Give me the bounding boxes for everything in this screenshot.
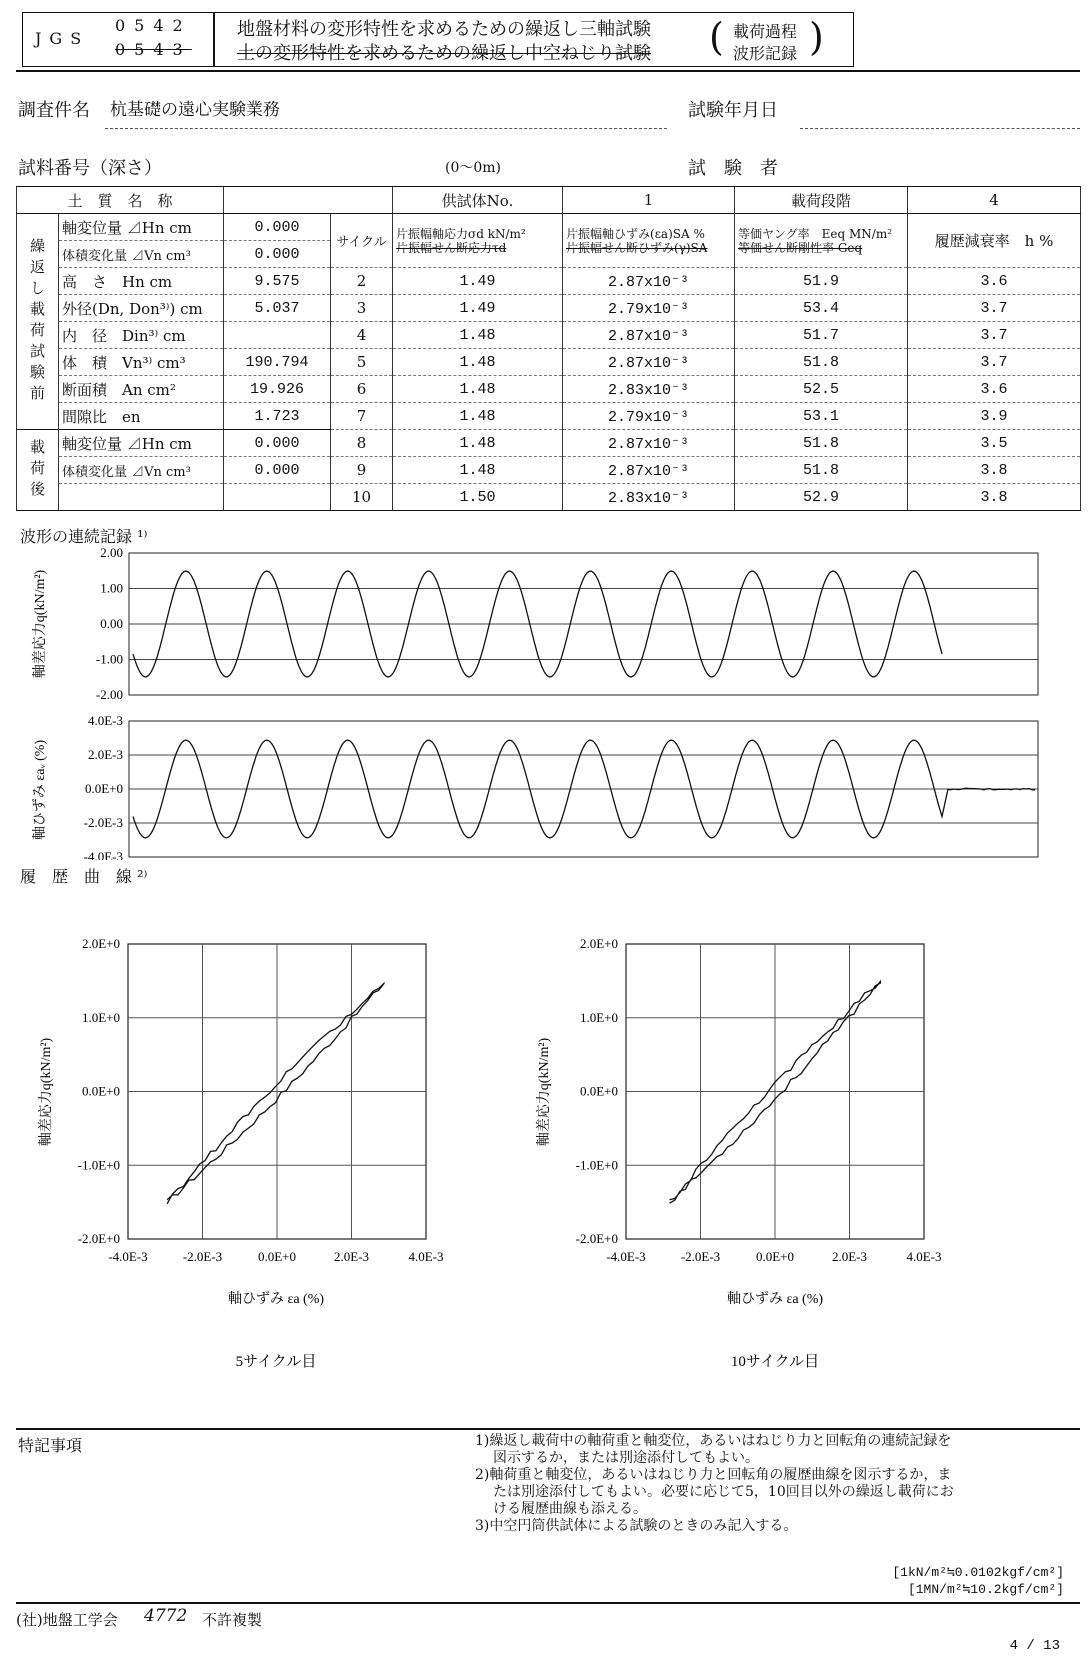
prop-value[interactable]: 0.000 — [224, 430, 331, 457]
stage-value[interactable]: 4 — [908, 187, 1081, 214]
specimen-value[interactable]: 1 — [563, 187, 735, 214]
footer-number: 4772 — [144, 1606, 188, 1626]
y-tick-label: 2.00 — [100, 545, 123, 560]
hysteresis-title: 履 歴 曲 線 ²⁾ — [20, 867, 148, 886]
title-box — [214, 12, 854, 67]
prop-label: 内 径 Din³⁾ cm — [59, 322, 224, 349]
E-cell[interactable]: 52.9 — [735, 484, 908, 511]
paren-open: ( — [709, 15, 724, 59]
unit-conversion-1: [1kN/m²≒0.0102kgf/cm²] — [892, 1565, 1064, 1580]
h-cell[interactable]: 3.6 — [908, 268, 1081, 295]
remarks-label: 特記事項 — [18, 1436, 83, 1455]
depth-value[interactable]: (0〜0m) — [445, 160, 502, 176]
page-number: 4 / 13 — [1009, 1638, 1060, 1654]
prop-value[interactable]: 190.794 — [224, 349, 331, 376]
table-row — [17, 484, 1081, 511]
prop-value[interactable]: 5.037 — [224, 295, 331, 322]
x-tick-label: 0.0E+0 — [257, 1249, 297, 1264]
footer-society: (社)地盤工学会 — [16, 1611, 118, 1629]
strain-cell[interactable]: 2.83x10⁻³ — [563, 376, 735, 403]
hys5-xlabel: 軸ひずみ εa (%) — [227, 1292, 325, 1307]
title-active: 地盤材料の変形特性を求めるための繰返し三軸試験 — [237, 19, 651, 40]
subtitle-line1: 載荷過程 — [733, 22, 798, 41]
y-tick-label: -2.0E+0 — [77, 1231, 120, 1246]
h-cell[interactable]: 3.7 — [908, 322, 1081, 349]
y-tick-label: -2.00 — [95, 687, 123, 702]
note-1b: 図示するか，または別途添付してもよい。 — [493, 1450, 759, 1466]
sigma-header-text: 片振幅軸応力σd kN/m² — [396, 226, 526, 241]
strain-header-struck: 片振幅せん断ひずみ(γ)SA — [566, 240, 708, 255]
sigma-cell[interactable]: 1.48 — [393, 457, 563, 484]
strain-header — [563, 214, 735, 268]
y-tick-label: 1.00 — [100, 580, 123, 596]
header-rule — [16, 70, 1080, 72]
strain-cell[interactable]: 2.79x10⁻³ — [563, 295, 735, 322]
notes-rule — [16, 1428, 1080, 1430]
paren-close: ) — [809, 15, 824, 59]
strain-cell[interactable]: 2.87x10⁻³ — [563, 268, 735, 295]
group-after-label: 載荷後 — [17, 430, 59, 511]
E-cell[interactable]: 51.9 — [735, 268, 908, 295]
waveform-charts — [16, 538, 1080, 860]
note-2b: たは別途添付してもよい。必要に応じて5，10回目以外の繰返し載荷にお — [493, 1484, 954, 1500]
hys10-gridlines — [626, 944, 924, 1239]
survey-value[interactable]: 杭基礎の遠心実験業務 — [110, 100, 280, 120]
strain-ylabel: 軸ひずみ εaᵥ (%) — [33, 739, 48, 841]
E-header-struck: 等価せん断剛性率 Geq — [738, 240, 863, 255]
subtitle-line2: 波形記録 — [733, 44, 798, 63]
E-cell[interactable]: 51.7 — [735, 322, 908, 349]
stress-tick-labels — [96, 545, 123, 702]
prop-value[interactable]: 19.926 — [224, 376, 331, 403]
table-row — [17, 295, 1081, 322]
prop-value[interactable]: 9.575 — [224, 268, 331, 295]
note-1a: 1)繰返し載荷中の軸荷重と軸変位，あるいはねじり力と回転角の連続記録を — [475, 1433, 952, 1449]
y-tick-label: -1.00 — [95, 651, 123, 667]
jgs-label: JGS — [35, 29, 90, 48]
prop-label: 間隙比 en — [59, 403, 224, 430]
h-cell[interactable]: 3.8 — [908, 484, 1081, 511]
table-row — [17, 322, 1081, 349]
code-struck: 0543 — [115, 40, 192, 59]
prop-value[interactable] — [224, 322, 331, 349]
y-tick-label: 0.0E+0 — [579, 1083, 618, 1099]
prop-value[interactable]: 0.000 — [224, 457, 331, 484]
note-2a: 2)軸荷重と軸変位，あるいはねじり力と回転角の履歴曲線を図示するか，ま — [475, 1467, 952, 1483]
y-tick-label: 2.0E+0 — [81, 936, 120, 951]
waveform-title: 波形の連続記録 ¹⁾ — [20, 527, 148, 546]
note-2c: ける履歴曲線も添える。 — [493, 1501, 647, 1517]
hys10-tick-labels — [576, 936, 942, 1264]
soil-name-value[interactable] — [224, 187, 393, 214]
stress-waveform-chart — [31, 545, 1038, 702]
survey-label: 調査件名 — [18, 100, 90, 121]
cycle-cell: 7 — [331, 403, 393, 430]
strain-cell[interactable]: 2.87x10⁻³ — [563, 457, 735, 484]
standard-code-box — [22, 12, 214, 67]
E-cell[interactable]: 51.8 — [735, 430, 908, 457]
strain-tick-labels — [84, 713, 123, 860]
sigma-cell[interactable]: 1.48 — [393, 349, 563, 376]
prop-label: 外径(Dn, Don³⁾) cm — [59, 295, 224, 322]
prop-label: 断面積 An cm² — [59, 376, 224, 403]
E-cell[interactable]: 52.5 — [735, 376, 908, 403]
hys10-xlabel: 軸ひずみ εa (%) — [726, 1292, 824, 1307]
h-cell[interactable]: 3.9 — [908, 403, 1081, 430]
x-tick-label: -2.0E-3 — [680, 1249, 721, 1264]
y-tick-label: -1.0E+0 — [575, 1157, 618, 1173]
cycle-cell: 4 — [331, 322, 393, 349]
table-row — [17, 457, 1081, 484]
sigma-cell[interactable]: 1.49 — [393, 295, 563, 322]
cycle-cell: 9 — [331, 457, 393, 484]
table-row — [17, 268, 1081, 295]
prop-label: 体積変化量 ⊿Vn cm³ — [59, 457, 224, 484]
y-tick-label: -1.0E+0 — [77, 1157, 120, 1173]
strain-cell[interactable]: 2.87x10⁻³ — [563, 322, 735, 349]
prop-value[interactable] — [224, 484, 331, 511]
group-before-label: 繰返し載荷試験前 — [17, 214, 59, 430]
cycle-cell: 10 — [331, 484, 393, 511]
form-header — [22, 12, 1080, 70]
note-3: 3)中空円筒供試体による試験のときのみ記入する。 — [475, 1518, 798, 1534]
tester-label: 試 験 者 — [688, 158, 778, 179]
cycle-cell: 8 — [331, 430, 393, 457]
h-header: 履歴減衰率 h % — [908, 214, 1081, 268]
stress-gridlines — [129, 589, 1038, 660]
y-tick-label: -2.0E-3 — [83, 815, 123, 830]
sigma-header-struck: 片振幅せん断応力τd — [396, 240, 507, 255]
h-cell[interactable]: 3.7 — [908, 349, 1081, 376]
E-cell[interactable]: 51.8 — [735, 349, 908, 376]
x-tick-label: 2.0E-3 — [831, 1249, 868, 1264]
hysteresis-chart-5 — [37, 936, 444, 1370]
cycle-header: サイクル — [331, 214, 393, 268]
code-active: 0542 — [115, 16, 192, 35]
strain-header-text: 片振幅軸ひずみ(εa)SA % — [566, 226, 705, 241]
test-date-label: 試験年月日 — [688, 100, 778, 121]
table-row — [17, 376, 1081, 403]
E-header-text: 等価ヤング率 Eeq MN/m² — [738, 226, 893, 241]
footer-rule — [16, 1602, 1080, 1604]
prop-label: 体 積 Vn³⁾ cm³ — [59, 349, 224, 376]
x-tick-label: 4.0E-3 — [408, 1249, 444, 1264]
hys5-title: 5サイクル目 — [235, 1354, 317, 1370]
prop-value[interactable]: 0.000 — [224, 214, 331, 241]
table-row — [17, 430, 1081, 457]
h-cell[interactable]: 3.6 — [908, 376, 1081, 403]
title-struck: 土の変形特性を求めるための繰返し中空ねじり試験 — [237, 43, 651, 64]
y-tick-label: 0.00 — [100, 616, 123, 631]
table-row — [17, 214, 1081, 241]
prop-label: 高 さ Hn cm — [59, 268, 224, 295]
E-cell[interactable]: 53.4 — [735, 295, 908, 322]
y-tick-label: -4.0E-3 — [83, 849, 123, 860]
sigma-cell[interactable]: 1.48 — [393, 376, 563, 403]
stress-ylabel: 軸差応力q(kN/m²) — [33, 569, 48, 679]
prop-label: 体積変化量 ⊿Vn cm³ — [59, 241, 224, 268]
footnotes — [475, 1433, 954, 1535]
cycle-cell: 6 — [331, 376, 393, 403]
sigma-cell[interactable]: 1.50 — [393, 484, 563, 511]
x-tick-label: -4.0E-3 — [606, 1249, 646, 1264]
y-tick-label: 0.0E+0 — [84, 781, 123, 796]
strain-gridlines — [129, 755, 1038, 823]
hysteresis-chart-10 — [535, 936, 942, 1370]
sigma-cell[interactable]: 1.49 — [393, 268, 563, 295]
sigma-cell[interactable]: 1.48 — [393, 322, 563, 349]
x-tick-label: -2.0E-3 — [182, 1249, 223, 1264]
table-top-rule — [16, 186, 1080, 187]
sigma-cell[interactable]: 1.48 — [393, 403, 563, 430]
E-cell[interactable]: 53.1 — [735, 403, 908, 430]
strain-cell[interactable]: 2.87x10⁻³ — [563, 430, 735, 457]
test-table — [16, 186, 1081, 511]
hysteresis-charts — [16, 920, 1080, 1370]
sigma-cell[interactable]: 1.48 — [393, 430, 563, 457]
stage-label: 載荷段階 — [735, 187, 908, 214]
prop-label — [59, 484, 224, 511]
hys10-title: 10サイクル目 — [730, 1354, 820, 1370]
sample-label: 試料番号（深さ） — [18, 158, 162, 179]
table-row — [17, 349, 1081, 376]
prop-value[interactable]: 1.723 — [224, 403, 331, 430]
footer-copy: 不許複製 — [202, 1611, 263, 1629]
y-tick-label: 4.0E-3 — [87, 713, 123, 728]
y-tick-label: 0.0E+0 — [81, 1083, 120, 1099]
y-tick-label: -2.0E+0 — [575, 1231, 618, 1246]
survey-underline — [105, 128, 667, 129]
specimen-label: 供試体No. — [393, 187, 563, 214]
cycle-cell: 3 — [331, 295, 393, 322]
prop-label: 軸変位量 ⊿Hn cm — [59, 214, 224, 241]
strain-cell[interactable]: 2.87x10⁻³ — [563, 349, 735, 376]
h-cell[interactable]: 3.8 — [908, 457, 1081, 484]
y-tick-label: 1.0E+0 — [579, 1009, 618, 1025]
x-tick-label: -4.0E-3 — [108, 1249, 148, 1264]
unit-conversion-2: [1MN/m²≒10.2kgf/cm²] — [907, 1582, 1064, 1597]
hys5-ylabel: 軸差応力q(kN/m²) — [39, 1037, 54, 1147]
h-cell[interactable]: 3.7 — [908, 295, 1081, 322]
strain-cell[interactable]: 2.79x10⁻³ — [563, 403, 735, 430]
hys10-ylabel: 軸差応力q(kN/m²) — [537, 1037, 552, 1147]
E-cell[interactable]: 51.8 — [735, 457, 908, 484]
x-tick-label: 4.0E-3 — [906, 1249, 942, 1264]
soil-name-label: 土 質 名 称 — [17, 187, 224, 214]
x-tick-label: 2.0E-3 — [333, 1249, 370, 1264]
cycle-cell: 2 — [331, 268, 393, 295]
cycle-cell: 5 — [331, 349, 393, 376]
table-row — [17, 403, 1081, 430]
prop-label: 軸変位量 ⊿Hn cm — [59, 430, 224, 457]
strain-cell[interactable]: 2.83x10⁻³ — [563, 484, 735, 511]
x-tick-label: 0.0E+0 — [755, 1249, 795, 1264]
sigma-header — [393, 214, 563, 268]
E-header — [735, 214, 908, 268]
y-tick-label: 1.0E+0 — [81, 1009, 120, 1025]
y-tick-label: 2.0E+0 — [579, 936, 618, 951]
prop-value[interactable]: 0.000 — [224, 241, 331, 268]
strain-waveform-chart — [31, 713, 1038, 860]
table-header-row — [17, 187, 1081, 214]
h-cell[interactable]: 3.5 — [908, 430, 1081, 457]
test-date-field[interactable] — [800, 128, 1080, 129]
y-tick-label: 2.0E-3 — [87, 747, 123, 762]
